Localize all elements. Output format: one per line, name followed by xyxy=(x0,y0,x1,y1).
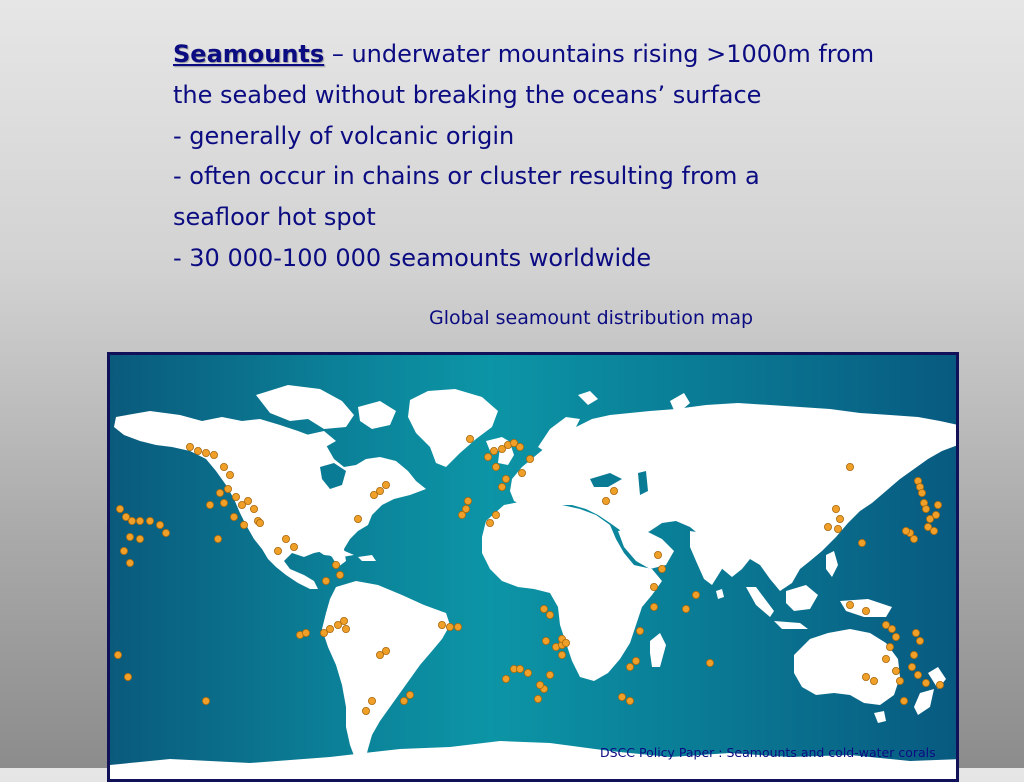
seamount-marker xyxy=(290,543,297,550)
seamount-marker xyxy=(706,659,713,666)
seamount-marker xyxy=(558,651,565,658)
intro-text xyxy=(173,34,933,279)
land-south-america xyxy=(322,581,450,765)
seamount-marker xyxy=(256,519,263,526)
seamount-marker xyxy=(536,681,543,688)
seamount-marker xyxy=(464,497,471,504)
land-philippines xyxy=(826,551,838,577)
seamount-marker xyxy=(908,663,915,670)
seamount-marker xyxy=(892,633,899,640)
seamount-marker xyxy=(332,561,339,568)
seamount-marker xyxy=(882,655,889,662)
world-map xyxy=(107,352,959,782)
seamount-marker xyxy=(918,489,925,496)
seamount-marker xyxy=(922,679,929,686)
seamount-marker xyxy=(340,617,347,624)
seamount-marker xyxy=(120,547,127,554)
seamount-marker xyxy=(220,463,227,470)
seamount-marker xyxy=(186,443,193,450)
seamount-marker xyxy=(618,693,625,700)
seamount-marker xyxy=(226,471,233,478)
bullet-hot-spot: seafloor hot spot xyxy=(173,203,376,232)
land-sri-lanka xyxy=(716,589,724,599)
seamount-marker xyxy=(202,449,209,456)
seamount-marker xyxy=(206,501,213,508)
seamount-marker xyxy=(682,605,689,612)
seamount-marker xyxy=(836,515,843,522)
seamount-marker xyxy=(114,651,121,658)
seamount-marker xyxy=(626,663,633,670)
seamount-marker xyxy=(910,651,917,658)
seamount-marker xyxy=(484,453,491,460)
seamount-marker xyxy=(862,673,869,680)
seamount-marker xyxy=(914,671,921,678)
seamount-marker xyxy=(342,625,349,632)
seamount-marker xyxy=(354,515,361,522)
seamount-marker xyxy=(936,681,943,688)
seamount-marker xyxy=(116,505,123,512)
source-credit: DSCC Policy Paper : Seamounts and cold-water corals xyxy=(600,745,936,760)
seamount-marker xyxy=(602,497,609,504)
seamount-marker xyxy=(216,489,223,496)
seamount-marker xyxy=(136,517,143,524)
seamount-marker xyxy=(302,629,309,636)
seamount-marker xyxy=(458,511,465,518)
seamount-marker xyxy=(650,603,657,610)
term-seamounts: Seamounts xyxy=(173,40,325,68)
seamount-marker xyxy=(834,525,841,532)
seamount-marker xyxy=(858,539,865,546)
land-hispaniola xyxy=(358,555,376,561)
land-layer xyxy=(110,385,959,782)
seamount-marker xyxy=(934,501,941,508)
seamount-marker xyxy=(870,677,877,684)
land-tasmania xyxy=(874,711,886,723)
seamount-marker xyxy=(518,469,525,476)
seamount-marker xyxy=(902,527,909,534)
seamount-marker xyxy=(368,697,375,704)
seamount-marker xyxy=(888,625,895,632)
land-sumatra xyxy=(746,587,774,617)
seamount-marker xyxy=(862,607,869,614)
land-svalbard xyxy=(578,391,598,405)
seamount-marker xyxy=(490,447,497,454)
seamount-marker xyxy=(632,657,639,664)
seamount-marker xyxy=(654,551,661,558)
seamount-marker xyxy=(516,443,523,450)
seamount-marker xyxy=(446,623,453,630)
seamount-marker xyxy=(886,643,893,650)
seamount-marker xyxy=(910,535,917,542)
seamount-marker xyxy=(336,571,343,578)
seamount-marker xyxy=(438,621,445,628)
seamount-marker xyxy=(562,639,569,646)
land-madagascar xyxy=(650,633,666,667)
seamount-marker xyxy=(382,647,389,654)
seamount-marker xyxy=(922,505,929,512)
seamount-marker xyxy=(896,677,903,684)
seamount-marker xyxy=(542,637,549,644)
seamount-marker xyxy=(486,519,493,526)
seamount-marker xyxy=(498,483,505,490)
seamount-marker xyxy=(126,559,133,566)
seamount-marker xyxy=(492,463,499,470)
seamount-marker xyxy=(202,697,209,704)
seamount-marker xyxy=(912,629,919,636)
seamount-marker xyxy=(546,611,553,618)
seamount-marker xyxy=(540,605,547,612)
seamount-marker xyxy=(326,625,333,632)
intro-line-2: the seabed without breaking the oceans’ surface xyxy=(173,80,762,109)
seamount-marker xyxy=(274,547,281,554)
seamount-marker xyxy=(610,487,617,494)
seamount-marker xyxy=(382,481,389,488)
seamount-marker xyxy=(240,521,247,528)
seamount-marker xyxy=(846,463,853,470)
seamount-marker xyxy=(692,591,699,598)
seamount-marker xyxy=(400,697,407,704)
bullet-chains-clusters: - often occur in chains or cluster resulting from a xyxy=(173,162,760,191)
seamount-marker xyxy=(214,535,221,542)
seamount-marker xyxy=(824,523,831,530)
land-australia xyxy=(794,629,900,705)
seamount-marker xyxy=(224,485,231,492)
seamount-marker xyxy=(650,583,657,590)
seamount-marker xyxy=(194,447,201,454)
seamount-marker xyxy=(244,497,251,504)
seamount-marker xyxy=(932,511,939,518)
land-java xyxy=(774,621,808,629)
seamount-marker xyxy=(322,577,329,584)
seamount-marker xyxy=(162,529,169,536)
seamount-marker xyxy=(502,675,509,682)
seamount-marker xyxy=(220,499,227,506)
seamount-marker xyxy=(930,527,937,534)
bullet-volcanic-origin: - generally of volcanic origin xyxy=(173,121,515,150)
seamount-marker xyxy=(250,505,257,512)
seamount-marker xyxy=(230,513,237,520)
bullet-worldwide-count: - 30 000-100 000 seamounts worldwide xyxy=(173,243,652,272)
seamount-marker xyxy=(136,535,143,542)
seamount-marker xyxy=(516,665,523,672)
seamount-marker xyxy=(454,623,461,630)
seamount-marker xyxy=(146,517,153,524)
seamount-marker xyxy=(892,667,899,674)
seamount-marker xyxy=(526,455,533,462)
seamount-marker xyxy=(658,565,665,572)
seamount-marker xyxy=(900,697,907,704)
land-north-america xyxy=(114,411,426,589)
seamount-marker xyxy=(124,673,131,680)
term-definition: – underwater mountains rising >1000m from xyxy=(324,40,875,68)
seamount-marker xyxy=(492,511,499,518)
map-caption: Global seamount distribution map xyxy=(429,307,754,329)
seamount-marker xyxy=(524,669,531,676)
seamount-marker xyxy=(282,535,289,542)
seamount-marker xyxy=(534,695,541,702)
map-svg xyxy=(110,355,959,782)
seamount-marker xyxy=(502,475,509,482)
seamount-marker xyxy=(832,505,839,512)
seamount-marker xyxy=(128,517,135,524)
land-borneo xyxy=(786,585,818,611)
seamount-marker xyxy=(546,671,553,678)
seamount-marker xyxy=(846,601,853,608)
seamount-marker xyxy=(156,521,163,528)
seamount-marker xyxy=(406,691,413,698)
seamount-marker xyxy=(916,637,923,644)
seamount-marker xyxy=(210,451,217,458)
seamount-marker xyxy=(376,487,383,494)
seamount-marker xyxy=(362,707,369,714)
seamount-marker xyxy=(626,697,633,704)
seamount-marker xyxy=(636,627,643,634)
seamount-marker xyxy=(466,435,473,442)
seamount-marker xyxy=(232,493,239,500)
intro-line-1 xyxy=(173,34,933,75)
seamount-marker xyxy=(126,533,133,540)
